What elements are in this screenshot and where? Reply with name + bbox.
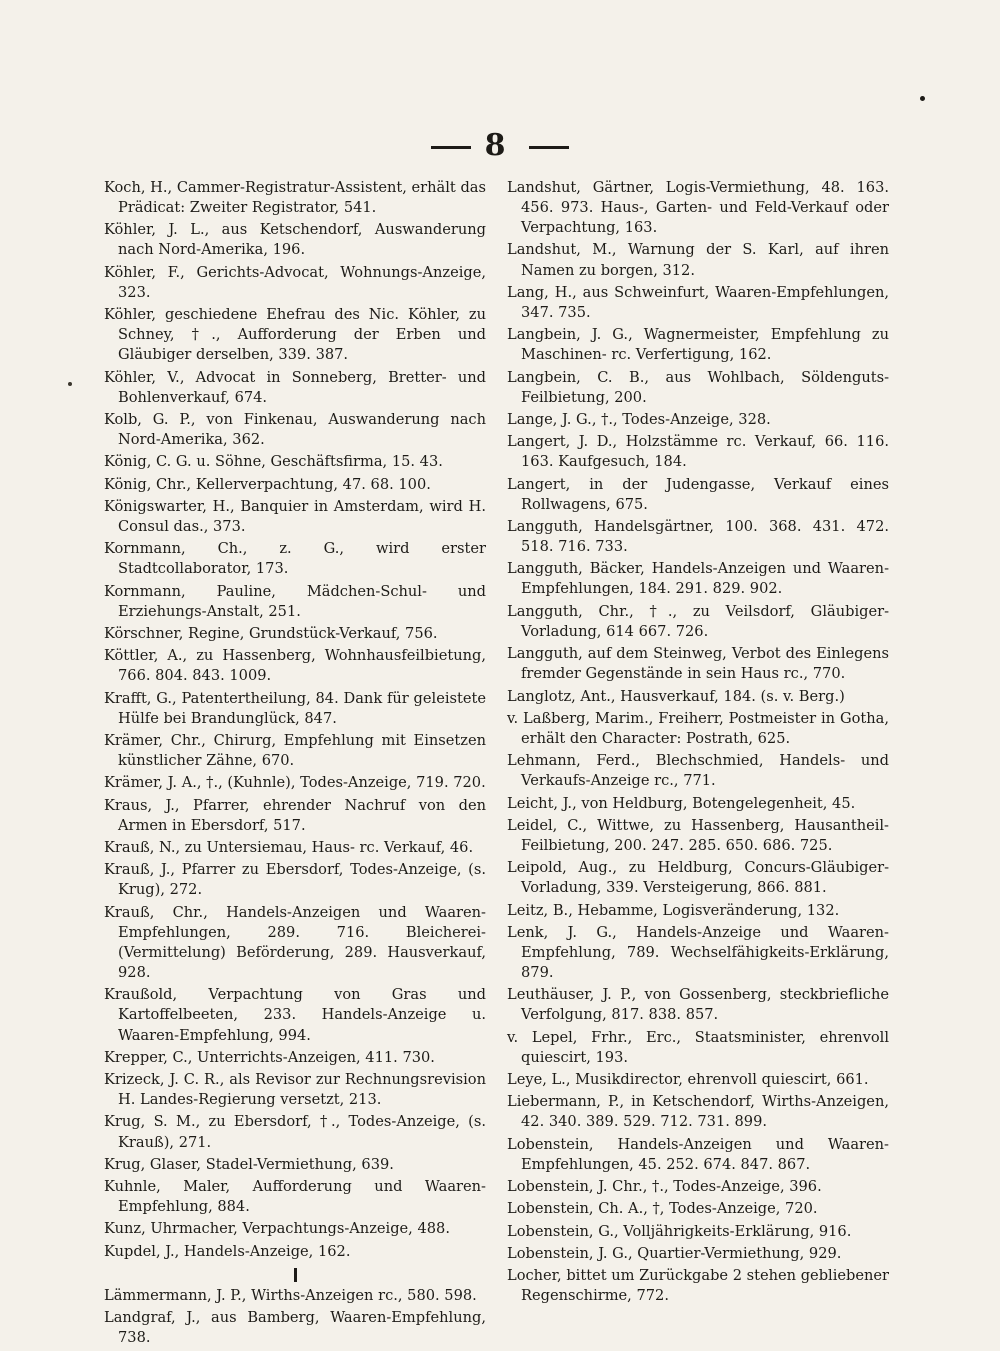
index-entry: Köhler, V., Advocat in Sonneberg, Bretter- und Bohlenverkauf, 674. (104, 368, 486, 406)
index-entry: Landshut, Gärtner, Logis-Vermiethung, 48. 163. 456. 973. Haus-, Garten- und Feld-Verkauf oder Verpachtung, 163. (507, 179, 889, 237)
index-entry: Langert, J. D., Holzstämme rc. Verkauf, 66. 116. 163. Kaufgesuch, 184. (507, 433, 889, 471)
index-entry: Lehmann, Ferd., Blechschmied, Handels- und Verkaufs-Anzeige rc., 771. (507, 752, 889, 790)
index-entry: Lobenstein, J. G., Quartier-Vermiethung, 929. (507, 1244, 842, 1262)
dash-right (529, 146, 569, 149)
index-entry: Krepper, C., Unterrichts-Anzeigen, 411. 730. (104, 1048, 435, 1066)
index-entry: Kraußold, Verpachtung von Gras und Kartoffelbeeten, 233. Handels-Anzeige u. Waaren-Empfehlung, 994. (104, 986, 486, 1044)
index-entry: Kraus, J., Pfarrer, ehrender Nachruf von den Armen in Ebersdorf, 517. (104, 796, 486, 834)
divider-mark (294, 1268, 297, 1282)
index-entry: Köhler, geschiedene Ehefrau des Nic. Köhler, zu Schney, †., Aufforderung der Erben und Gläubiger derselben, 339. 387. (104, 306, 486, 364)
index-entry: Kornmann, Ch., z. G., wird erster Stadtcollaborator, 173. (104, 540, 486, 578)
index-entry: Leidel, C., Wittwe, zu Hassenberg, Hausantheil-Feilbietung, 200. 247. 285. 650. 686. 725. (507, 816, 889, 854)
index-entry: Langlotz, Ant., Hausverkauf, 184. (s. v. Berg.) (507, 687, 845, 705)
index-entry: Leitz, B., Hebamme, Logisveränderung, 132. (507, 901, 840, 919)
index-entry: Langguth, Bäcker, Handels-Anzeigen und Waaren-Empfehlungen, 184. 291. 829. 902. (507, 560, 889, 598)
index-entry: Kupdel, J., Handels-Anzeige, 162. (104, 1242, 351, 1260)
ink-speck (920, 96, 925, 101)
index-entry: Kuhnle, Maler, Aufforderung und Waaren-Empfehlung, 884. (104, 1178, 486, 1216)
left-column (104, 178, 486, 1351)
right-column (507, 178, 889, 1309)
index-entry: Krizeck, J. C. R., als Revisor zur Rechnungsrevision H. Landes-Regierung versetzt, 213. (104, 1071, 486, 1109)
index-entry: Landshut, M., Warnung der S. Karl, auf ihren Namen zu borgen, 312. (507, 241, 889, 279)
index-entry: Leye, L., Musikdirector, ehrenvoll quiescirt, 661. (507, 1071, 869, 1089)
index-entry: Krauß, N., zu Untersiemau, Haus- rc. Verkauf, 46. (104, 839, 474, 857)
index-entry: Krämer, Chr., Chirurg, Empfehlung mit Einsetzen künstlicher Zähne, 670. (104, 732, 486, 770)
index-entry: Körschner, Regine, Grundstück-Verkauf, 756. (104, 625, 438, 643)
index-entry: Langert, in der Judengasse, Verkauf eines Rollwagens, 675. (507, 475, 889, 513)
ink-speck (68, 382, 72, 386)
index-entry: Köhler, J. L., aus Ketschendorf, Auswanderung nach Nord-Amerika, 196. (104, 221, 486, 259)
index-entry: Lobenstein, J. Chr., †., Todes-Anzeige, 396. (507, 1178, 822, 1196)
index-entry: Langbein, J. G., Wagnermeister, Empfehlung zu Maschinen- rc. Verfertigung, 162. (507, 326, 889, 364)
index-entry: Leuthäuser, J. P., von Gossenberg, steckbriefliche Verfolgung, 817. 838. 857. (507, 986, 889, 1024)
index-entry: Krug, S. M., zu Ebersdorf, †., Todes-Anzeige, (s. Krauß), 271. (104, 1113, 486, 1151)
index-entry: Krug, Glaser, Stadel-Vermiethung, 639. (104, 1155, 394, 1173)
index-entry: Krämer, J. A., †., (Kuhnle), Todes-Anzeige, 719. 720. (104, 774, 486, 792)
right-entries (507, 178, 889, 1306)
index-entry: Köhler, F., Gerichts-Advocat, Wohnungs-Anzeige, 323. (104, 263, 486, 301)
index-entry: Lange, J. G., †., Todes-Anzeige, 328. (507, 410, 771, 428)
index-entry: Lobenstein, G., Volljährigkeits-Erklärung, 916. (507, 1222, 852, 1240)
index-entry: Lobenstein, Ch. A., †, Todes-Anzeige, 720. (507, 1200, 818, 1218)
index-entry: Liebermann, P., in Ketschendorf, Wirths-Anzeigen, 42. 340. 389. 529. 712. 731. 899. (507, 1093, 889, 1131)
index-entry: Lang, H., aus Schweinfurt, Waaren-Empfehlungen, 347. 735. (507, 283, 889, 321)
index-entry: Köttler, A., zu Hassenberg, Wohnhausfeilbietung, 766. 804. 843. 1009. (104, 647, 486, 685)
index-entry: Kornmann, Pauline, Mädchen-Schul- und Erziehungs-Anstalt, 251. (104, 582, 486, 620)
index-entry: Kunz, Uhrmacher, Verpachtungs-Anzeige, 488. (104, 1220, 450, 1238)
dash-left (431, 146, 471, 149)
index-entry: Kolb, G. P., von Finkenau, Auswanderung nach Nord-Amerika, 362. (104, 410, 486, 449)
index-entry: Locher, bittet um Zurückgabe 2 stehen gebliebener Regenschirme, 772. (507, 1267, 889, 1305)
index-entry: Krauß, Chr., Handels-Anzeigen und Waaren-Empfehlungen, 289. 716. Bleicherei- (Vermittelung) Beförderung, 289. Hausverkauf, 928. (104, 903, 486, 982)
page-number-text: 8 (484, 128, 516, 163)
index-entry: Langbein, C. B., aus Wohlbach, Söldenguts-Feilbietung, 200. (507, 368, 889, 406)
index-entry: Langguth, Chr., †., zu Veilsdorf, Gläubiger-Vorladung, 614 667. 726. (507, 602, 889, 640)
index-entry: Langguth, auf dem Steinweg, Verbot des Einlegens fremder Gegenstände in sein Haus rc., 770. (507, 645, 889, 683)
section-divider (104, 1268, 486, 1282)
index-entry: Krauß, J., Pfarrer zu Ebersdorf, Todes-Anzeige, (s. Krug), 272. (104, 861, 486, 899)
left-after-divider-entries (104, 1286, 486, 1348)
index-entry: König, C. G. u. Söhne, Geschäftsfirma, 15. 43. (104, 453, 443, 471)
page-number (0, 128, 1000, 163)
index-entry: Krafft, G., Patentertheilung, 84. Dank für geleistete Hülfe bei Brandunglück, 847. (104, 689, 486, 727)
left-entries (104, 178, 486, 1262)
index-entry: v. Laßberg, Marim., Freiherr, Postmeister in Gotha, erhält den Character: Postrath, 625. (507, 709, 889, 747)
index-entry: v. Lepel, Frhr., Erc., Staatsminister, ehrenvoll quiescirt, 193. (507, 1028, 889, 1066)
index-entry: Leipold, Aug., zu Heldburg, Concurs-Gläubiger-Vorladung, 339. Versteigerung, 866. 881. (507, 859, 889, 897)
index-entry: König, Chr., Kellerverpachtung, 47. 68. 100. (104, 475, 431, 493)
index-entry: Landgraf, J., aus Bamberg, Waaren-Empfehlung, 738. (104, 1309, 486, 1347)
index-entry: Lämmermann, J. P., Wirths-Anzeigen rc., 580. 598. (104, 1286, 477, 1304)
index-entry: Lobenstein, Handels-Anzeigen und Waaren-Empfehlungen, 45. 252. 674. 847. 867. (507, 1135, 889, 1173)
index-entry: Langguth, Handelsgärtner, 100. 368. 431. 472. 518. 716. 733. (507, 518, 889, 556)
index-entry: Koch, H., Cammer-Registratur-Assistent, erhält das Prädicat: Zweiter Registrator, 541. (104, 179, 486, 217)
index-entry: Königswarter, H., Banquier in Amsterdam, wird H. Consul das., 373. (104, 497, 486, 535)
index-entry: Lenk, J. G., Handels-Anzeige und Waaren-Empfehlung, 789. Wechselfähigkeits-Erklärung, 879. (507, 923, 889, 982)
index-entry: Leicht, J., von Heldburg, Botengelegenheit, 45. (507, 794, 856, 812)
